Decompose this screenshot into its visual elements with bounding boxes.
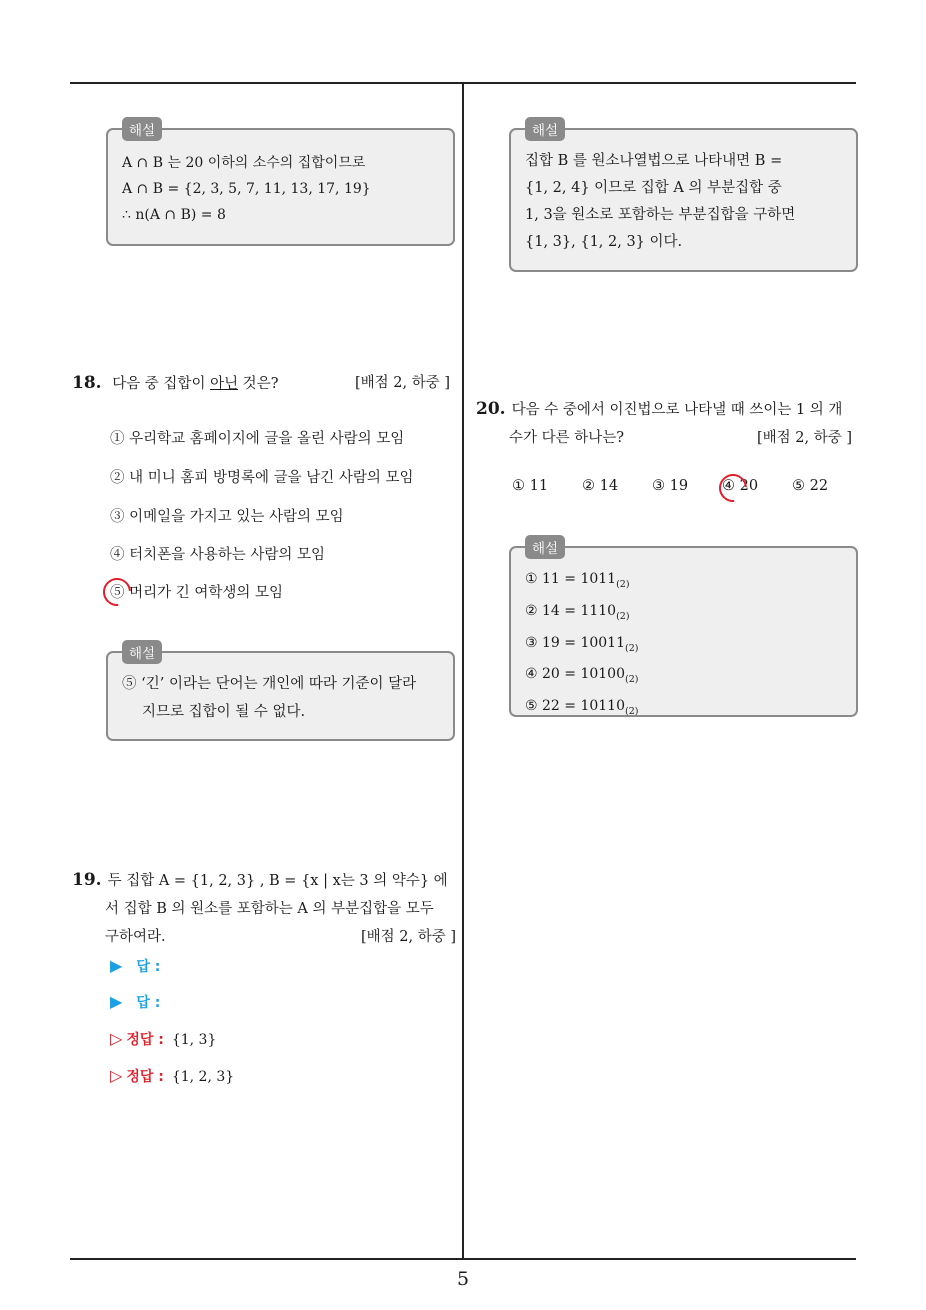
choice-1[interactable]: ① 우리학교 홈페이지에 글을 올린 사람의 모임 — [110, 431, 405, 447]
solution-line: ④ $20 = 10100_{(2)}$ — [525, 666, 639, 686]
solution-box-19 — [509, 123, 858, 272]
choice-3[interactable]: ③ 19 — [652, 478, 689, 494]
score-meta: [배점 2, 하중 ] — [756, 430, 852, 446]
question-19 — [72, 866, 456, 951]
question-emphasis: 아닌 — [210, 376, 239, 392]
solution-box-18 — [106, 646, 455, 741]
triangle-outline-icon: ▷ — [110, 1029, 123, 1048]
solution-box-17 — [106, 123, 455, 246]
question-20 — [476, 395, 856, 452]
solution-line: A ∩ B 는 20 이하의 소수의 집합이므로 — [122, 155, 366, 171]
question-text: 다음 수 중에서 이진법으로 나타낼 때 쓰이는 1 의 개 — [511, 402, 843, 418]
solution-line: ∴ n(A ∩ B) = 8 — [122, 207, 226, 223]
column-divider — [462, 83, 464, 1260]
solution-box-20 — [509, 541, 858, 717]
solution-tag: 해설 — [122, 640, 162, 664]
correct-answer-row — [110, 1066, 234, 1086]
question-number: 18. — [72, 373, 102, 393]
answer-circle-mark — [713, 468, 752, 507]
choice-2[interactable]: ② 내 미니 홈피 방명록에 글을 남긴 사람의 모임 — [110, 470, 414, 486]
solution-line: {1, 2, 4} 이므로 집합 A 의 부분집합 중 — [525, 180, 782, 196]
answer-row[interactable] — [110, 992, 160, 1012]
question-18 — [72, 369, 450, 398]
question-number: 20. — [476, 399, 506, 419]
choice-5[interactable]: ⑤ 22 — [792, 478, 829, 494]
correct-label: 정답 : — [126, 1032, 164, 1048]
correct-answer: {1, 3} — [171, 1032, 217, 1048]
question-text: 두 집합 A = {1, 2, 3} , B = {x | x는 3 의 약수} 에 — [107, 873, 448, 889]
choice-5[interactable]: ⑤ 머리가 긴 여학생의 모임 — [110, 585, 284, 601]
choice-1[interactable]: ① 11 — [512, 478, 549, 494]
answer-circle-mark — [97, 572, 136, 611]
correct-label: 정답 : — [126, 1069, 164, 1085]
solution-tag: 해설 — [525, 117, 565, 141]
solution-line: 지므로 집합이 될 수 없다. — [142, 704, 306, 720]
correct-answer-row — [110, 1029, 216, 1049]
choice-4[interactable]: ④ 20 — [722, 478, 759, 494]
page-number: 5 — [456, 1268, 470, 1290]
triangle-icon: ▶ — [110, 992, 123, 1011]
question-text: 수가 다른 하나는? — [509, 430, 625, 446]
answer-label: 답 : — [136, 959, 161, 975]
solution-tag: 해설 — [122, 117, 162, 141]
question-text: 구하여라. — [105, 929, 166, 945]
solution-tag: 해설 — [525, 535, 565, 559]
triangle-icon: ▶ — [110, 956, 123, 975]
solution-line: ① $11 = 1011_{(2)}$ — [525, 571, 630, 590]
solution-line: 1, 3을 원소로 포함하는 부분집합을 구하면 — [525, 207, 796, 223]
answer-label: 답 : — [136, 995, 161, 1011]
question-number: 19. — [72, 870, 102, 890]
choice-3[interactable]: ③ 이메일을 가지고 있는 사람의 모임 — [110, 509, 344, 525]
score-meta: [배점 2, 하중 ] — [360, 929, 456, 945]
solution-line: A ∩ B = {2, 3, 5, 7, 11, 13, 17, 19} — [122, 181, 371, 197]
question-text-end: 것은? — [238, 376, 279, 392]
question-text: 다음 중 집합이 — [112, 376, 211, 392]
choice-4[interactable]: ④ 터치폰을 사용하는 사람의 모임 — [110, 547, 326, 563]
answer-row[interactable] — [110, 956, 160, 976]
question-text: 서 집합 B 의 원소를 포함하는 A 의 부분집합을 모두 — [105, 901, 434, 917]
score-meta: [배점 2, 하중 ] — [354, 375, 450, 391]
choice-2[interactable]: ② 14 — [582, 478, 619, 494]
solution-line: ⑤ ‘긴’ 이라는 단어는 개인에 따라 기준이 달라 — [122, 676, 417, 692]
correct-answer: {1, 2, 3} — [171, 1069, 235, 1085]
triangle-outline-icon: ▷ — [110, 1066, 123, 1085]
solution-line: {1, 3}, {1, 2, 3} 이다. — [525, 234, 683, 250]
solution-line: 집합 B 를 원소나열법으로 나타내면 B = — [525, 153, 783, 169]
solution-line: ③ $19 = 10011_{(2)}$ — [525, 634, 639, 654]
solution-line: ⑤ $22 = 10110_{(2)}$ — [525, 698, 639, 717]
choice-row — [512, 478, 828, 494]
solution-line: ② $14 = 1110_{(2)}$ — [525, 602, 630, 622]
